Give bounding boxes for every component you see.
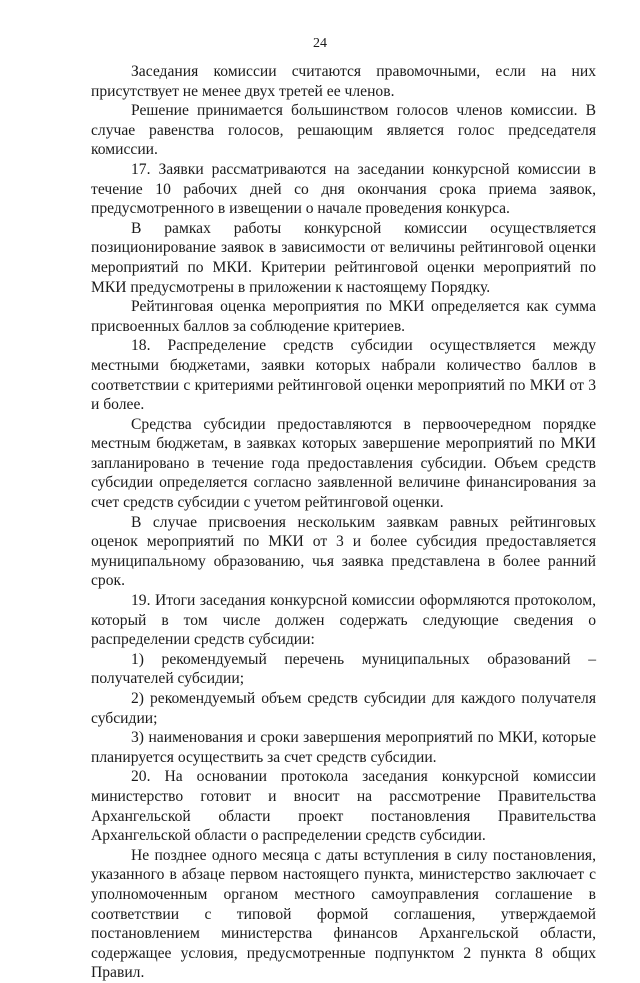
list-item-3: 3) наименования и сроки завершения мероприятий по МКИ, которые планируется осуществить за счет средств субсидии.	[91, 729, 596, 766]
paragraph-18-distribution: 18. Распределение средств субсидии осуществляется между местными бюджетами, заявки которых набрали количество баллов в соответствии с критериями рейтинговой оценки мероприятий по МКИ от 3 и более.	[91, 337, 596, 414]
paragraph-priority: Средства субсидии предоставляются в первоочередном порядке местным бюджетам, в заявках которых завершение мероприятий по МКИ запланировано в течение года предоставления субсидии. Объем средств субсидии определяется согласно заявленной величине финансирования за счет средств субсидии с учетом рейтинговой оценки.	[91, 415, 596, 512]
paragraph-17-review: 17. Заявки рассматриваются на заседании конкурсной комиссии в течение 10 рабочих дней со дня окончания срока приема заявок, предусмотренного в извещении о начале проведения конкурса.	[91, 160, 596, 218]
paragraph-rating: Рейтинговая оценка мероприятия по МКИ определяется как сумма присвоенных баллов за соблюдение критериев.	[91, 298, 596, 335]
list-item-2: 2) рекомендуемый объем средств субсидии для каждого получателя субсидии;	[91, 690, 596, 727]
paragraph-decision: Решение принимается большинством голосов членов комиссии. В случае равенства голосов, решающим является голос председателя комиссии.	[91, 102, 596, 159]
paragraph-equal-ratings: В случае присвоения нескольким заявкам равных рейтинговых оценок мероприятий по МКИ от 3 и более субсидия предоставляется муниципальному образованию, чья заявка представлена в более ранний срок.	[91, 513, 596, 590]
paragraph-agreement: Не позднее одного месяца с даты вступления в силу постановления, указанного в абзаце первом настоящего пункта, министерство заключает с уполномоченным органом местного самоуправления соглашение в соответствии с типовой формой соглашения, утверждаемой постановлением министерства финансов Архангельской области, содержащее условия, предусмотренные подпунктом 2 пункта 8 общих Правил.	[91, 846, 596, 982]
paragraph-quorum: Заседания комиссии считаются правомочными, если на них присутствует не менее двух третей ее членов.	[91, 63, 596, 100]
page-number: 24	[313, 36, 327, 51]
paragraph-positioning: В рамках работы конкурсной комиссии осуществляется позиционирование заявок в зависимости от величины рейтинговой оценки мероприятий по МКИ. Критерии рейтинговой оценки мероприятий по МКИ предусмотрены в приложении к настоящему Порядку.	[91, 219, 596, 296]
list-item-1: 1) рекомендуемый перечень муниципальных образований – получателей субсидии;	[91, 650, 596, 688]
paragraph-20-resolution: 20. На основании протокола заседания конкурсной комиссии министерство готовит и вносит на рассмотрение Правительства Архангельской области проект постановления Правительства Архангельской области о распределении средств субсидии.	[91, 768, 596, 845]
document-body	[91, 62, 596, 983]
paragraph-19-protocol: 19. Итоги заседания конкурсной комиссии оформляются протоколом, который в том числе должен содержать следующие сведения о распределении средств субсидии:	[91, 592, 596, 649]
